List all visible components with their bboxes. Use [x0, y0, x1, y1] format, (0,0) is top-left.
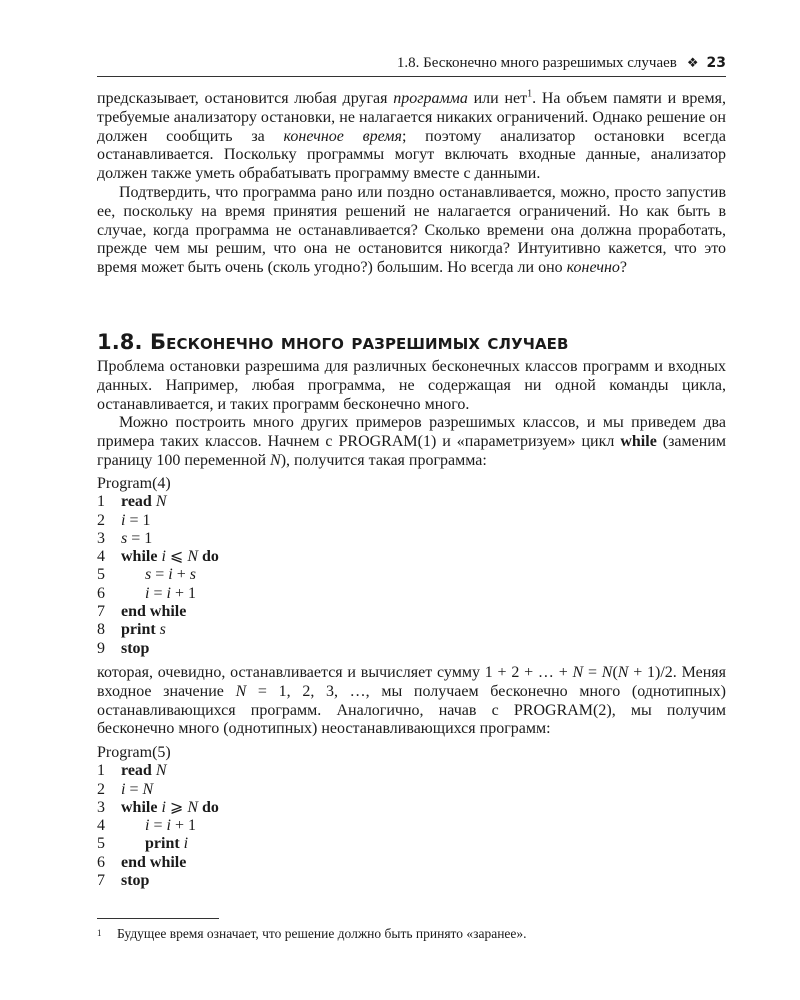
code-text: = 1: [127, 529, 153, 547]
p4-text-1: Можно построить много других примеров разрешимых классов, и мы приведем два примера таких классов. Начнем с PROGRAM(1) и «параметризуем» цикл: [97, 414, 726, 451]
running-head-title: 1.8. Бесконечно много разрешимых случаев: [396, 55, 677, 71]
code-variable: i: [166, 817, 171, 835]
p5-text-3: (: [612, 664, 618, 681]
p5-text-4: + 1)/2. Меняя входное значение: [97, 664, 726, 700]
paragraph-5-block: [97, 664, 726, 739]
footnote-text: Будущее время означает, что решение должно быть принято «заранее».: [117, 926, 527, 941]
code-variable: i: [168, 566, 173, 584]
code-variable: i: [161, 548, 166, 566]
code-line: [97, 781, 726, 799]
line-number: 5: [97, 566, 105, 584]
code-keyword: print: [121, 621, 156, 639]
line-number: 1: [97, 493, 105, 511]
line-number: 5: [97, 835, 105, 853]
code-text: = 1: [125, 511, 151, 529]
section-number: 1.8.: [97, 330, 143, 354]
paragraph-4: [97, 414, 726, 470]
section-body: [97, 358, 726, 471]
p5-variable: N: [572, 664, 584, 681]
section-title-rest: есконечно много разрешимых случаев: [166, 330, 569, 354]
code-variable: s: [121, 529, 128, 547]
p4-variable: N: [270, 451, 281, 469]
footnote: [97, 925, 726, 942]
line-number: 4: [97, 817, 105, 835]
code-line: [97, 548, 726, 566]
code-variable: i: [145, 584, 150, 602]
code-line: [97, 566, 726, 584]
line-number: 7: [97, 872, 105, 890]
line-number: 6: [97, 853, 105, 871]
code-keyword: read: [121, 762, 152, 780]
code-operator: =: [151, 566, 169, 584]
code-keyword: while: [121, 548, 158, 566]
p4-text-3: ), получится такая программа:: [280, 451, 487, 469]
code-keyword: while: [121, 798, 158, 816]
code-variable: i: [183, 835, 189, 853]
code-operator: =: [149, 584, 167, 602]
footnote-ref: 1: [527, 88, 533, 100]
line-number: 4: [97, 548, 105, 566]
running-head: [97, 52, 726, 74]
program-4-title: Program(4): [97, 475, 171, 492]
code-keyword: do: [201, 798, 219, 816]
diamond-ornament-icon: ❖: [686, 55, 699, 70]
paragraph-2: [97, 184, 726, 278]
code-variable: i: [121, 511, 126, 529]
code-variable: N: [155, 762, 167, 780]
footnote-rule: [97, 918, 219, 919]
footnote-number: 1: [97, 928, 102, 938]
p1-emphasis-1: программа: [393, 90, 468, 107]
code-line: [97, 817, 726, 835]
program-title: [97, 475, 726, 493]
p5-text-2: =: [583, 664, 602, 681]
code-operator: + 1: [170, 817, 196, 835]
p2-text-1: Подтвердить, что программа рано или поздно останавливается, можно, просто запустив ее, поскольку на время принятия решений не налагается ограничений. Но как быть в случае, когда программа не останавливается? Сколько времени она должна проработать, прежде чем мы решим, что она не остановится никогда? Интуитивно кажется, что это время может быть очень (сколь угодно?) большим. Но всегда ли оно: [97, 183, 726, 277]
code-variable: N: [187, 798, 198, 816]
section-heading: [97, 328, 726, 356]
code-variable: i: [161, 798, 166, 816]
code-operator: + 1: [170, 584, 196, 602]
program-title: [97, 744, 726, 762]
code-line: [97, 621, 726, 639]
code-variable: s: [159, 621, 166, 639]
p1-text-2: или нет: [467, 90, 528, 107]
page-number: 23: [706, 55, 726, 71]
code-operator: =: [125, 780, 143, 798]
code-variable: s: [145, 566, 152, 584]
code-operator: ⩾: [165, 798, 188, 816]
program-4-listing: [97, 475, 726, 658]
header-rule: [97, 76, 726, 77]
line-number: 8: [97, 621, 105, 639]
code-keyword: end while: [121, 603, 187, 621]
code-variable: i: [166, 584, 171, 602]
p1-text-3: . На объем памяти и время, требуемые анализатору остановки, не налагается никаких ограничений. Однако решение он должен сообщить за: [97, 90, 726, 145]
intro-text: [97, 90, 726, 278]
code-line: [97, 585, 726, 603]
code-variable: N: [155, 493, 167, 511]
p5-variable: N: [235, 682, 247, 700]
code-keyword: stop: [121, 872, 150, 890]
line-number: 3: [97, 529, 105, 547]
paragraph-5: [97, 664, 726, 739]
program-5-listing: [97, 744, 726, 890]
code-operator: +: [172, 566, 190, 584]
code-line: [97, 603, 726, 621]
line-number: 6: [97, 584, 105, 602]
code-variable: N: [142, 780, 154, 798]
line-number: 2: [97, 511, 105, 529]
code-variable: i: [145, 817, 150, 835]
line-number: 9: [97, 639, 105, 657]
code-keyword: do: [201, 548, 219, 566]
p1-emphasis-2: конечное время: [283, 127, 402, 145]
section-title-initial: Б: [150, 330, 167, 354]
code-line: [97, 493, 726, 511]
line-number: 7: [97, 603, 105, 621]
p1-text-4: ; поэтому анализатор остановки всегда останавливается. Поскольку программы могут включать входные данные, анализатор должен также уметь обрабатывать программу вместе с данными.: [97, 127, 727, 183]
p4-keyword: while: [620, 433, 657, 451]
paragraph-1: [97, 90, 726, 184]
p5-text-5: = 1, 2, 3, …, мы получаем бесконечно много (однотипных) останавливающихся программ. Аналогично, начав с PROGRAM(2), мы получим бесконечно много (однотипных) неостанавливающихся программ:: [97, 682, 727, 738]
p4-text-2: (заменим границу 100 переменной: [97, 433, 726, 469]
code-line: [97, 835, 726, 853]
code-variable: N: [187, 548, 198, 566]
paragraph-3: Проблема остановки разрешима для различных бесконечных классов программ и входных данных. Например, любая программа, не содержащая ни одной команды цикла, останавливается, и таких программ бесконечно много.: [97, 358, 726, 413]
p1-text-1: предсказывает, остановится любая другая: [97, 90, 394, 107]
code-operator: ⩽: [165, 548, 188, 566]
code-keyword: read: [121, 493, 152, 511]
p5-text-1: которая, очевидно, останавливается и вычисляет сумму 1 + 2 + … +: [97, 664, 573, 681]
code-line: [97, 640, 726, 658]
code-operator: =: [149, 817, 167, 835]
code-line: [97, 799, 726, 817]
code-line: [97, 872, 726, 890]
code-line: [97, 854, 726, 872]
code-line: [97, 762, 726, 780]
p2-emphasis: конечно: [566, 259, 620, 277]
code-keyword: end while: [121, 853, 187, 871]
code-line: [97, 512, 726, 530]
p5-variable: N: [617, 664, 629, 681]
p5-variable: N: [601, 664, 613, 681]
code-variable: s: [189, 566, 196, 584]
line-number: 2: [97, 780, 105, 798]
line-number: 3: [97, 798, 105, 816]
p2-text-2: ?: [619, 259, 628, 277]
code-line: [97, 530, 726, 548]
code-variable: i: [121, 780, 126, 798]
code-keyword: print: [145, 835, 180, 853]
line-number: 1: [97, 762, 105, 780]
code-keyword: stop: [121, 639, 150, 657]
program-5-title: Program(5): [97, 744, 171, 761]
